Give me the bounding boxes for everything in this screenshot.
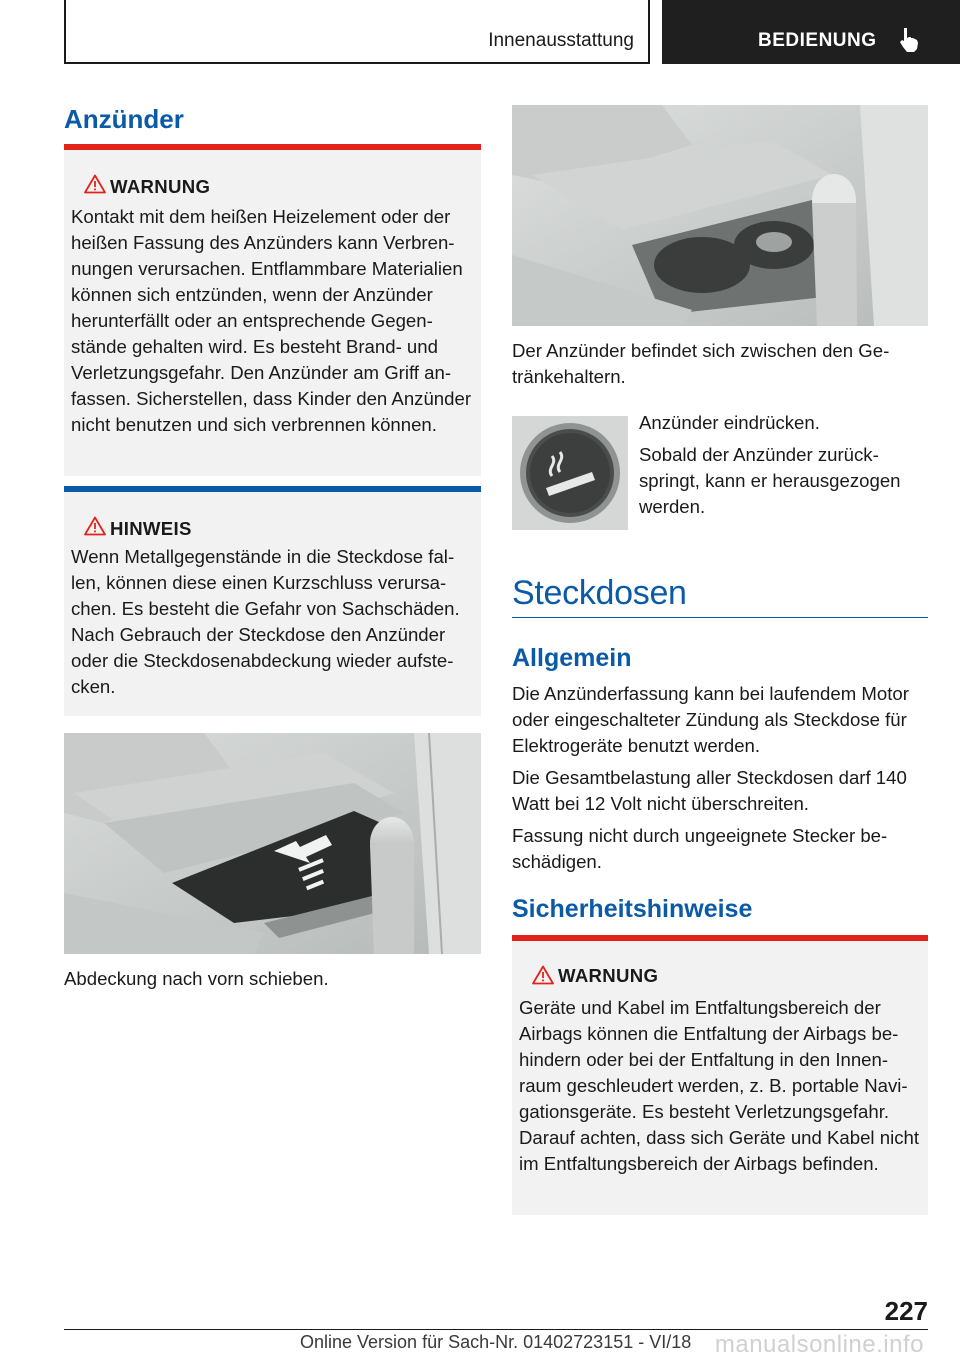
notice-triangle-icon — [84, 516, 106, 536]
caption-cover-slide: Abdeckung nach vorn schieben. — [64, 968, 329, 989]
footer-divider — [64, 1329, 928, 1330]
cover-slide-illustration — [64, 733, 481, 954]
cupholder-illustration — [512, 105, 928, 326]
header-chapter-tab — [662, 0, 960, 64]
page-number: 227 — [884, 1296, 928, 1326]
warning-text: Kontakt mit dem heißen Heizelement oder der heißen Fassung des Anzünders kann Verbrennungen verursachen. Entflammbare Materialien können sich entzünden, wenn der Anzünder herunterfällt oder an entsprechende Gegenstände gehalten wird. Es besteht Brand- und Verletzungsgefahr. Den Anzünder am Griff anfassen. Sicherstellen, dass Kinder den Anzünder nicht benutzen und sich verbrennen können. — [71, 206, 472, 435]
notice-label: HINWEIS — [110, 518, 192, 539]
header-chapter-title: BEDIENUNG — [758, 30, 877, 51]
warning-bar — [512, 935, 928, 941]
section-title-steckdosen: Steckdosen — [512, 574, 687, 612]
warning-triangle-icon — [84, 174, 106, 194]
online-version-text: Online Version für Sach-Nr. 01402723151 - VI/18 — [300, 1332, 692, 1352]
watermark-text: manualsonline.info — [714, 1331, 924, 1358]
warning-box-lighter — [64, 144, 481, 476]
caption-cupholders: Der Anzünder befindet sich zwischen den Getränkehaltern. — [512, 340, 890, 387]
photo-lighter-button — [512, 416, 628, 530]
warning-label: WARNUNG — [558, 965, 659, 986]
warning-bar — [64, 144, 481, 150]
general-paragraph-3: Fassung nicht durch ungeeignete Stecker beschädigen. — [512, 825, 888, 872]
notice-bar — [64, 486, 481, 492]
warning-box-airbag — [512, 935, 928, 1215]
warning-text: Geräte und Kabel im Entfaltungsbereich der Airbags können die Entfaltung der Airbags behindern oder bei der Entfaltung in den Innenraum geschleudert werden, z. B. portable Navigationsgeräte. Es besteht Verletzungsgefahr. Darauf achten, dass sich Geräte und Kabel nicht im Entfaltungsbereich der Airbags befinden. — [519, 997, 920, 1174]
release-lighter-text: Sobald der Anzünder zurückspringt, kann er herausgezogen werden. — [639, 444, 901, 517]
cigarette-lighter-icon — [512, 416, 628, 530]
section-title-anzuender: Anzünder — [64, 104, 184, 134]
lighter-instructions — [639, 410, 928, 526]
photo-cover-slide — [64, 733, 481, 954]
subsection-title-sicherheitshinweise: Sicherheitshinweise — [512, 895, 753, 923]
hand-pointer-icon — [898, 26, 922, 54]
general-text — [512, 681, 928, 881]
header-section-title: Innenausstattung — [488, 30, 634, 51]
header-section-tab — [64, 0, 650, 64]
general-paragraph-1: Die Anzünderfassung kann bei laufendem Motor oder eingeschalteter Zündung als Steckdose für Elektrogeräte benutzt werden. — [512, 683, 909, 756]
general-paragraph-2: Die Gesamtbelastung aller Steckdosen darf 140 Watt bei 12 Volt nicht überschreiten. — [512, 767, 907, 814]
warning-triangle-icon — [532, 965, 554, 985]
notice-text: Wenn Metallgegenstände in die Steckdose fallen, können diese einen Kurzschluss verursachen. Es besteht die Gefahr von Sachschäden. Nach Gebrauch der Steckdose den Anzünder oder die Steckdosenabdeckung wieder aufstecken. — [71, 546, 460, 697]
photo-cupholders — [512, 105, 928, 326]
subsection-title-allgemein: Allgemein — [512, 644, 632, 672]
notice-box-socket — [64, 486, 481, 716]
warning-label: WARNUNG — [110, 176, 211, 197]
section-divider — [512, 617, 928, 618]
press-lighter-text: Anzünder eindrücken. — [639, 412, 820, 433]
